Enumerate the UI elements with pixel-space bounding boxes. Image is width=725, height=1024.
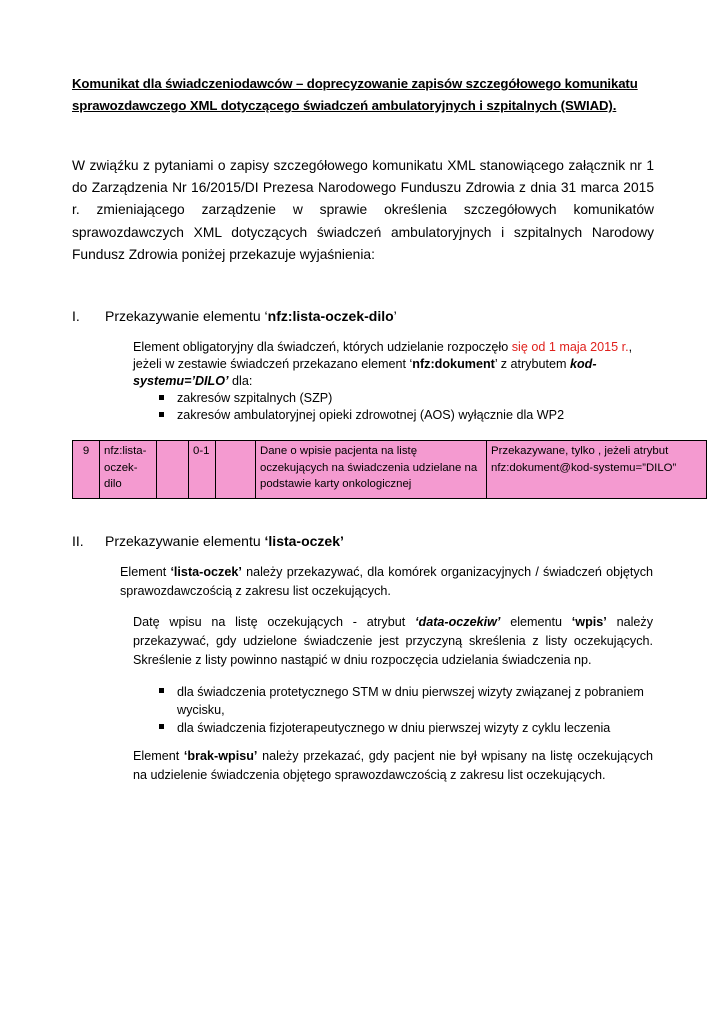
s2-p2-c: należy przekazywać, gdy udzielone świadczenie jest przyczyną skreślenia z listy oczekujących. Skreślenie z listy powinno nastąpić w dniu rozpoczęcia udzielania świadczenia np. (133, 615, 653, 667)
cell-lp: 9 (73, 441, 100, 499)
section-2-number: II. (72, 533, 84, 549)
s2-p3-element: ‘brak-wpisu’ (183, 749, 258, 763)
s1-text-c: ’ z atrybutem (494, 357, 570, 371)
bullet-square-icon (159, 688, 164, 693)
s2-p2-b: elementu (500, 615, 572, 629)
section-1-title (105, 306, 397, 326)
section-1-number: I. (72, 308, 80, 324)
section-2-paragraph-3 (133, 747, 653, 785)
bullet-text: zakresów ambulatoryjnej opieki zdrowotnej (AOS) wyłącznie dla WP2 (177, 408, 565, 422)
cell-element-name: nfz:lista-oczek-dilo (100, 441, 157, 499)
s1-text-a: Element obligatoryjny dla świadczeń, których udzielanie rozpoczęło (133, 340, 512, 354)
cell-empty-2 (216, 441, 256, 499)
document-title: Komunikat dla świadczeniodawców – doprecyzowanie zapisów szczegółowego komunikatu sprawozdawczego XML dotyczącego świadczeń ambulatoryjnych i szpitalnych (SWIAD). (72, 76, 638, 113)
intro-paragraph: W zwiąźku z pytaniami o zapisy szczegółowego komunikatu XML stanowiącego załącznik nr 1 do Zarządzenia Nr 16/2015/DI Prezesa Narodowego Funduszu Zdrowia z dnia 31 marca 2015 r. zmieniającego zarządzenie w sprawie określenia szczegółowych komunikatów sprawozdawczych XML dotyczących świadczeń ambulatoryjnych i szpitalnych Narodowy Fundusz Zdrowia poniżej przekazuje wyjaśnienia: (72, 158, 654, 262)
s2-p3-a: Element (133, 749, 184, 763)
section-1-title-suffix: ’ (393, 308, 397, 324)
cell-description: Dane o wpisie pacjenta na listę oczekujących na świadczenia udzielane na podstawie karty onkologicznej (256, 441, 487, 499)
bullet-text: zakresów szpitalnych (SZP) (177, 391, 333, 405)
bullet-text: dla świadczenia protetycznego STM w dniu pierwszej wizyty związanej z pobraniem wycisku, (177, 685, 644, 717)
s2-p2-attribute: ‘data-oczekiw’ (415, 615, 501, 629)
element-spec-table (72, 440, 707, 499)
s1-text-b: , jeżeli w zestawie świadczeń przekazano element ‘ (133, 340, 633, 371)
section-1-title-element: nfz:lista-oczek-dilo (267, 308, 394, 324)
s2-p1-b: należy przekazywać, dla komórek organizacyjnych / świadczeń objętych sprawozdawczością z zakresu list oczekujących. (120, 565, 653, 598)
bullet-square-icon (159, 412, 164, 417)
section-1-title-prefix: Przekazywanie elementu ‘ (105, 308, 268, 324)
s1-date-highlight: się od 1 maja 2015 r. (511, 340, 629, 354)
section-2-bullet-list (155, 683, 653, 737)
s2-p2-element: ‘wpis’ (571, 615, 607, 629)
list-item (155, 390, 675, 407)
s1-text-d: dla: (228, 374, 253, 388)
bullet-square-icon (159, 724, 164, 729)
cell-condition: Przekazywane, tylko , jeżeli atrybut nfz:dokument@kod-systemu=”DILO” (487, 441, 707, 499)
section-2-title-prefix: Przekazywanie elementu (105, 533, 265, 549)
s1-attribute-kod-systemu: kod-systemu=’DILO’ (133, 357, 597, 388)
s2-p2-a: Datę wpisu na listę oczekujących - atrybut (133, 615, 416, 629)
section-1-description (133, 339, 653, 390)
s2-p1-a: Element (120, 565, 171, 579)
bullet-text: dla świadczenia fizjoterapeutycznego w dniu pierwszej wizyty z cyklu leczenia (177, 721, 611, 735)
section-2-title (105, 531, 344, 551)
list-item (155, 407, 675, 424)
list-item (155, 683, 653, 719)
cell-empty-1 (157, 441, 189, 499)
section-2-paragraph-2 (133, 613, 653, 670)
list-item (155, 719, 653, 737)
section-1-bullet-list (155, 390, 675, 424)
s2-p1-element: ‘lista-oczek’ (170, 565, 242, 579)
section-2-paragraph-1 (120, 563, 653, 601)
bullet-square-icon (159, 395, 164, 400)
s1-element-dokument: nfz:dokument (412, 357, 495, 371)
section-2-title-element: ‘lista-oczek’ (264, 533, 344, 549)
table-row (73, 441, 707, 499)
s2-p3-b: należy przekazać, gdy pacjent nie był wpisany na listę oczekujących na udzielenie świadczenia objętego sprawozdawczością z zakresu list oczekujących. (133, 749, 653, 782)
cell-occurrence: 0-1 (189, 441, 216, 499)
